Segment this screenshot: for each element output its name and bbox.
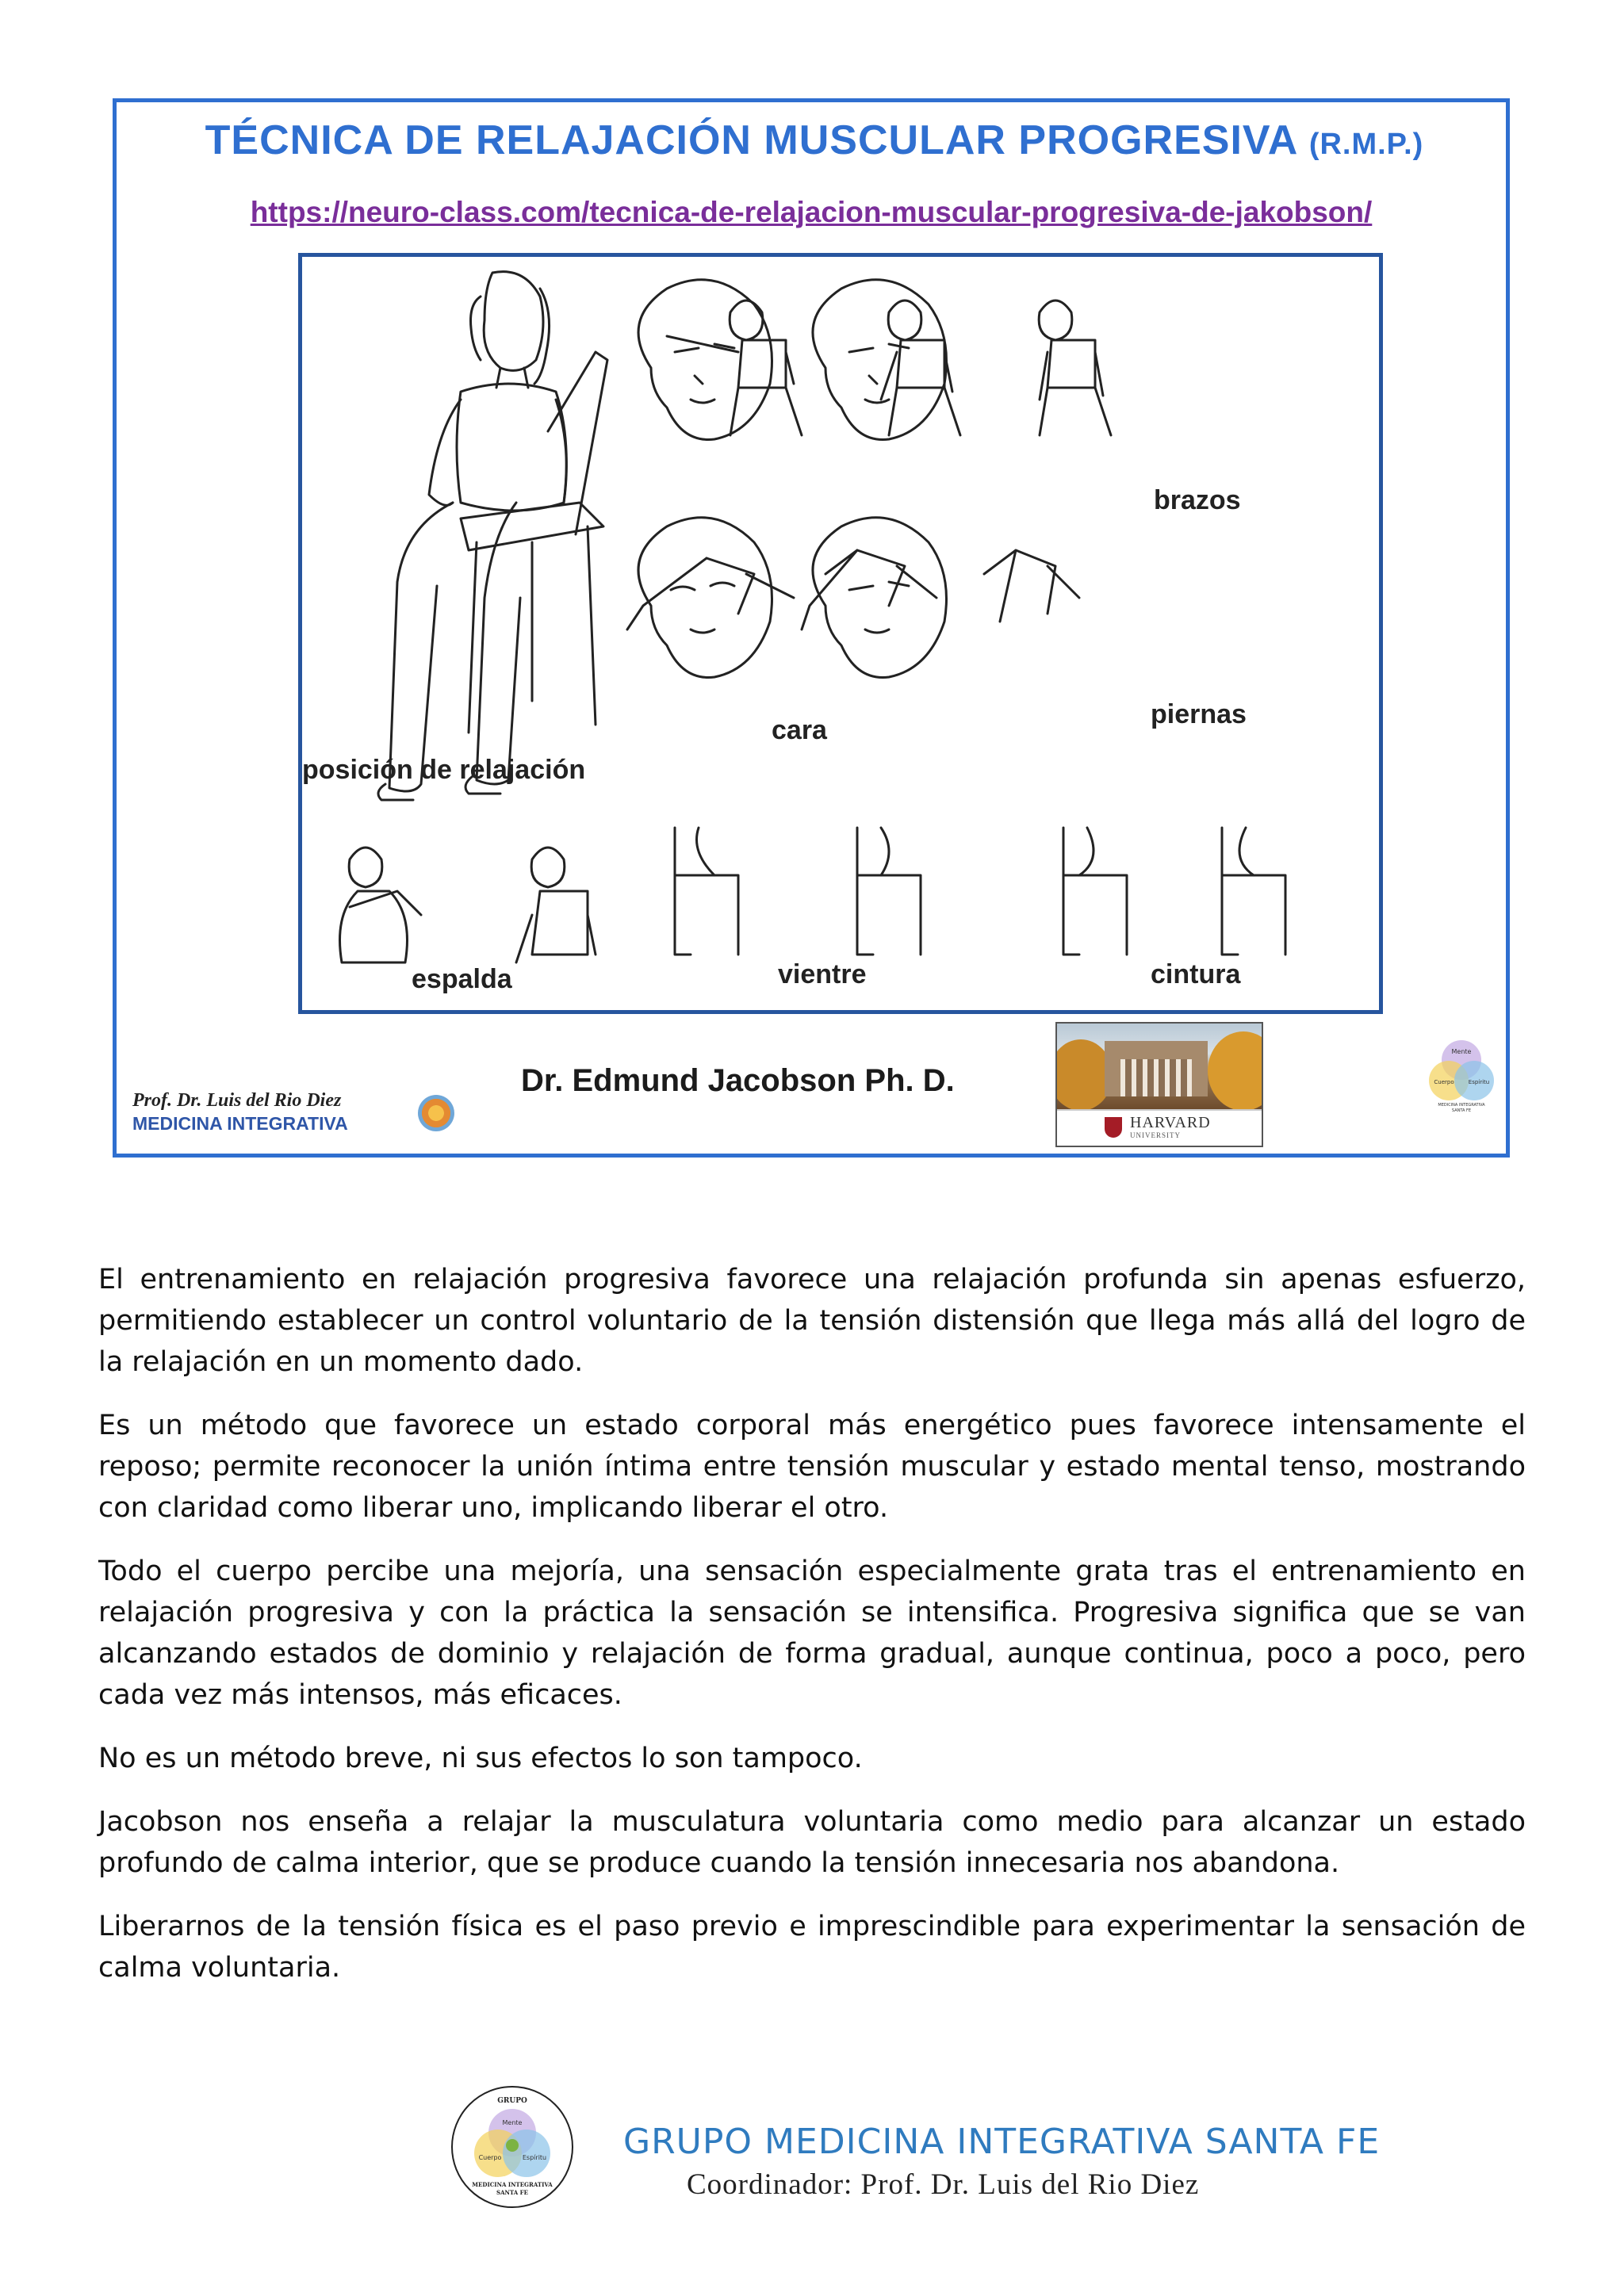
signature-name: Prof. Dr. Luis del Rio Diez: [132, 1090, 342, 1111]
paragraph: No es un método breve, ni sus efectos lo son tampoco.: [98, 1743, 863, 1774]
corner-logo-city: SANTA FE: [1451, 1108, 1472, 1113]
paragraph: Jacobson nos enseña a relajar la musculatura voluntaria como medio para alcanzar un estado profundo de calma interior, que se produce cuando la tensión innecesaria nos abandona.: [98, 1806, 1526, 1879]
poster-title-text: TÉCNICA DE RELAJACIÓN MUSCULAR PROGRESIVA: [205, 117, 1297, 163]
exercise-illustrations: [298, 253, 1383, 1014]
label-piernas: piernas: [1151, 699, 1247, 729]
footer-logo-espiritu: Espíritu: [522, 2154, 547, 2161]
harvard-shield-icon: [1105, 1117, 1122, 1138]
footer-group-logo: [449, 2084, 576, 2210]
source-link[interactable]: https://neuro-class.com/tecnica-de-relajacion-muscular-progresiva-de-jakobson/: [250, 196, 1373, 228]
waist-drawings: [1063, 828, 1285, 955]
signature-org: MEDICINA INTEGRATIVA: [132, 1113, 348, 1134]
article-body: [98, 1259, 1526, 2011]
mandala-logo-icon: [418, 1095, 454, 1131]
label-posicion: posición de relajación: [302, 755, 586, 785]
footer-logo-top: GRUPO: [497, 2097, 527, 2105]
seated-woman-drawing: [378, 272, 607, 800]
line-drawings: [302, 257, 1379, 1010]
corner-logo-bottom: MEDICINA INTEGRATIVA: [1438, 1103, 1485, 1108]
label-cintura: cintura: [1151, 959, 1241, 989]
harvard-name: HARVARD: [1130, 1114, 1211, 1131]
harvard-sub: UNIVERSITY: [1130, 1131, 1181, 1139]
paragraph: Es un método que favorece un estado corporal más energético pues favorece intensamente el reposo; permite reconocer la unión íntima entre tensión muscular y estado mental tenso, mostrando con claridad como liberar uno, implicando liberar el otro.: [98, 1410, 1526, 1524]
footer-organization: GRUPO MEDICINA INTEGRATIVA SANTA FE: [623, 2122, 1381, 2162]
abdomen-drawings: [675, 828, 921, 955]
label-brazos: brazos: [1154, 485, 1241, 515]
poster-signature: [132, 1090, 348, 1135]
paragraph: Todo el cuerpo percibe una mejoría, una sensación especialmente grata tras el entrenamiento en relajación progresiva y con la práctica la sensación se intensifica. Progresiva significa que se van alcanzando estados de dominio y relajación de forma gradual, aunque continua, poco a poco, pero cada vez más intensos, más eficaces.: [98, 1556, 1526, 1711]
corner-logo-right: Espíritu: [1468, 1079, 1490, 1085]
label-cara: cara: [772, 715, 827, 745]
paragraph: El entrenamiento en relajación progresiva favorece una relajación profunda sin apenas esfuerzo, permitiendo establecer un control voluntario de la tensión distensión que llega más allá del logro de la relajación en un momento dado.: [98, 1264, 1526, 1378]
corner-logo-top: Mente: [1451, 1048, 1472, 1055]
back-drawings: [340, 848, 596, 962]
corner-logo-left: Cuerpo: [1434, 1079, 1454, 1085]
paragraph: Liberarnos de la tensión física es el paso previo e imprescindible para experimentar la sensación de calma voluntaria.: [98, 1911, 1526, 1984]
footer-logo-mente: Mente: [502, 2119, 523, 2126]
footer-logo-city: SANTA FE: [496, 2189, 528, 2196]
poster-title-abbr: (R.M.P.): [1308, 128, 1424, 161]
footer-logo-bottom: MEDICINA INTEGRATIVA: [472, 2181, 553, 2188]
harvard-image: [1055, 1022, 1263, 1147]
arms-drawings: [667, 300, 1111, 435]
mind-body-spirit-logo: [1422, 1035, 1501, 1114]
author-name: Dr. Edmund Jacobson Ph. D.: [521, 1063, 955, 1098]
poster-title: [148, 117, 1480, 164]
label-vientre: vientre: [778, 959, 867, 989]
label-espalda: espalda: [412, 964, 512, 994]
footer-coordinator: Coordinador: Prof. Dr. Luis del Rio Diez: [687, 2168, 1200, 2201]
relaxation-poster: [113, 98, 1510, 1158]
footer-logo-cuerpo: Cuerpo: [478, 2154, 502, 2161]
